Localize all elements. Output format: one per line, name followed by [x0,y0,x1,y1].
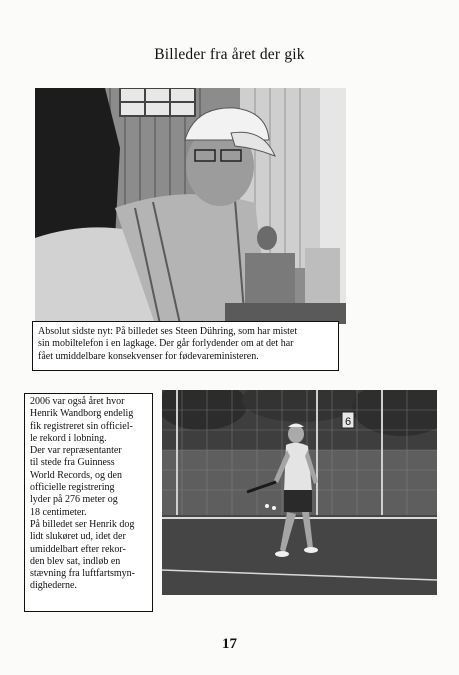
photo-man-with-cap [35,88,346,324]
caption-top-line: fået umiddelbare konsekvenser for fødevareministeren. [38,350,259,362]
page-number: 17 [222,636,237,652]
caption-side-line: Der var repræsentanter [30,445,122,457]
caption-side-line: dighederne. [30,580,77,592]
caption-side-line: 2006 var også året hvor [30,396,125,407]
caption-side-line: lyder på 276 meter og [30,494,118,506]
caption-side-line: 18 centimeter. [30,506,87,518]
caption-top-line: Absolut sidste nyt: På billedet ses Steen Dühring, som har mistet [38,326,298,337]
caption-side-line: umiddelbart efter rekor- [30,543,126,555]
photo-tennis-player [162,390,437,595]
court-sign-number: 6 [344,416,352,428]
caption-side-line: den blev sat, indløb en [30,555,121,567]
caption-side-line: stævning fra luftfartsmyn- [30,568,135,580]
caption-side-line: Henrik Wandborg endelig [30,408,134,420]
caption-side-line: fik registreret sin officiel- [30,420,133,432]
caption-side-line: World Records, og den [30,469,122,481]
caption-top [32,321,339,371]
caption-side-line: officielle registrering [30,482,115,494]
caption-side-line: lidt slukøret ud, idet der [30,531,126,543]
page-title: Billeder fra året der gik [154,46,305,63]
caption-side [24,393,153,612]
caption-side-line: le rekord i lobning. [30,432,107,444]
caption-side-line: På billedet ser Henrik dog [30,518,135,530]
caption-side-line: til stede fra Guinness [30,457,115,469]
caption-top-line: sin mobiltelefon i en lagkage. Der går forlydender om at det har [38,338,294,350]
